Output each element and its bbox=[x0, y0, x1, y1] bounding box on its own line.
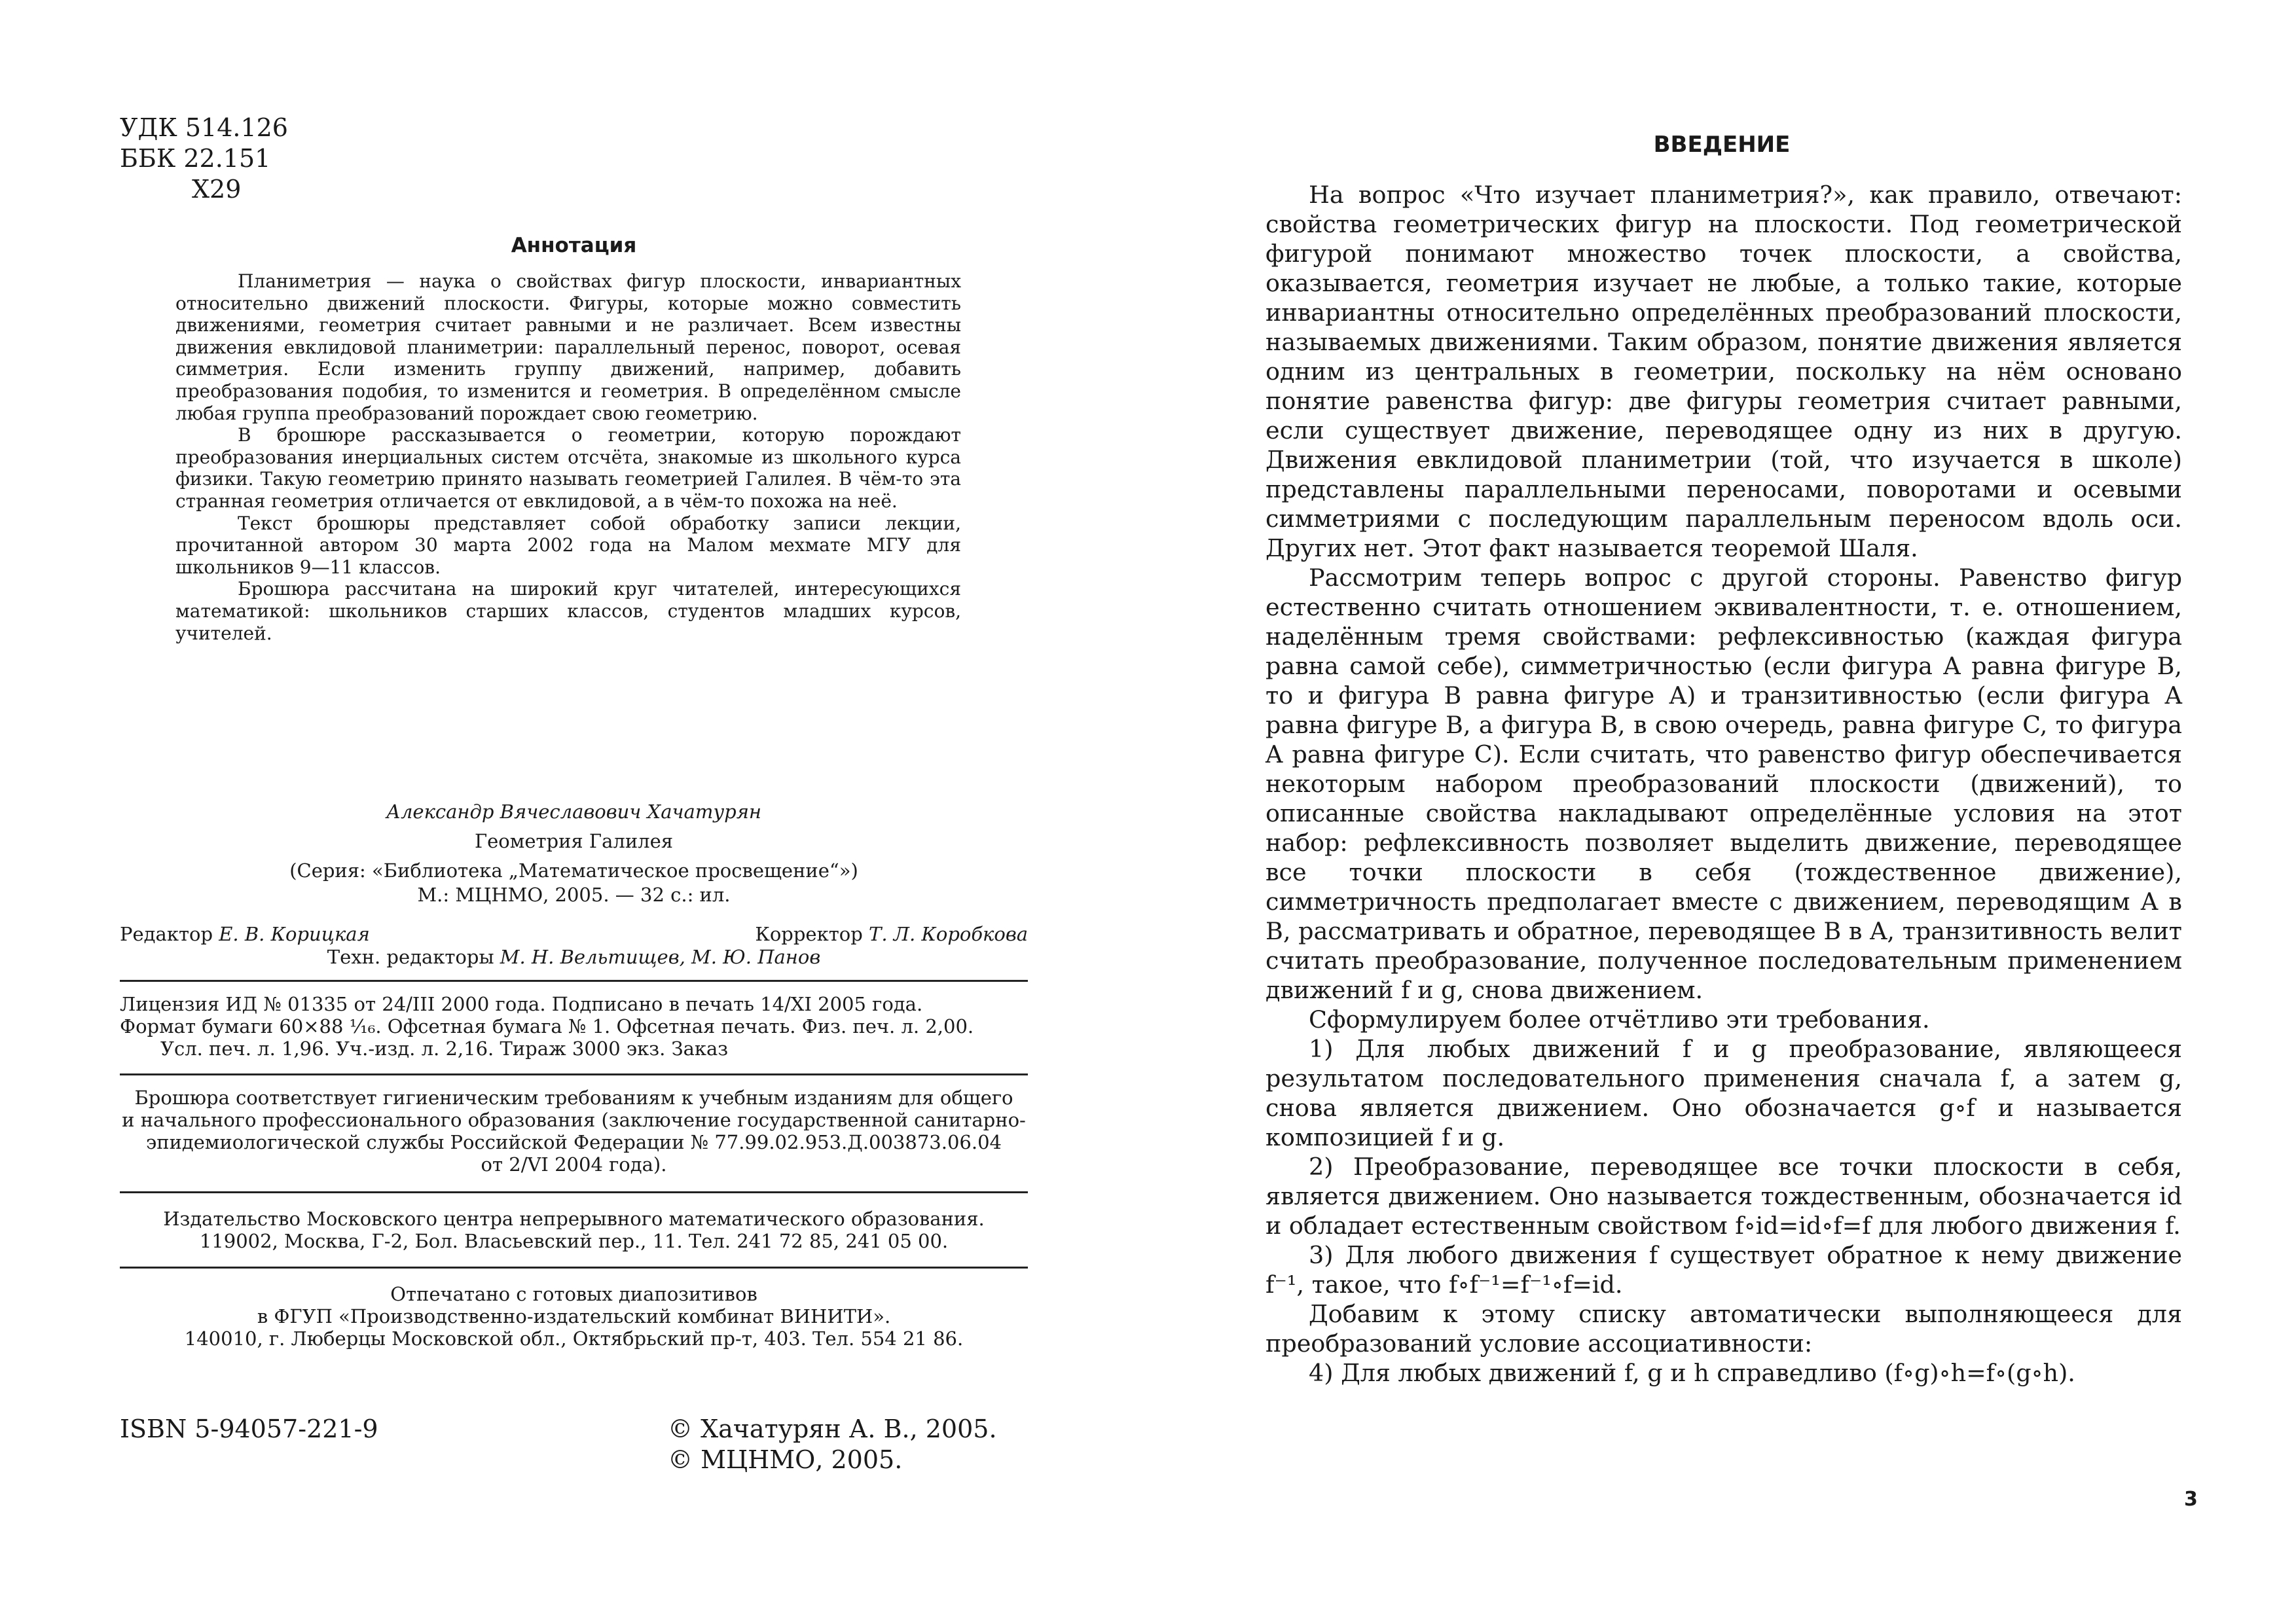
publisher-line: М.: МЦНМО, 2005. — 32 с.: ил. bbox=[417, 884, 731, 906]
body-paragraph: На вопрос «Что изучает планиметрия?», как правило, отвечают: свойства геометрических фигур на плоскости. Под геометрической фигурой понимают множество точек плоскости, а свойства, оказывается, геометрия изучает не любые, а только такие, которые инвариантны относительно определённых преобразований плоскости, называемых движениями. Таким образом, понятие движения является одним из центральных в геометрии, поскольку на нём основано понятие равенства фигур: две фигуры геометрия считает равными, если существует движение, переводящее одну из них в другую. Движения евклидовой планиметрии (той, что изучается в школе) представлены параллельными переносами, поворотами и осевыми симметриями с последующим параллельным переносом вдоль оси. Других нет. Этот факт называется теоремой Шаля. bbox=[1266, 181, 2182, 562]
corrector-name: Т. Л. Коробкова bbox=[869, 923, 1028, 945]
printer-info-line: Отпечатано с готовых диапозитивов bbox=[390, 1283, 757, 1305]
hygiene-line: от 2/VI 2004 года). bbox=[481, 1153, 667, 1176]
corrector bbox=[755, 923, 1028, 946]
printer-info-line: 140010, г. Люберцы Московской обл., Октябрьский пр-т, 403. Тел. 554 21 86. bbox=[184, 1327, 964, 1350]
copyright-publisher: © МЦНМО, 2005. bbox=[668, 1445, 903, 1474]
body-paragraph: Добавим к этому списку автоматически выполняющееся для преобразований условие ассоциативности: bbox=[1266, 1300, 2182, 1358]
printer-info-block bbox=[120, 1283, 1028, 1350]
printer-info-line: в ФГУП «Производственно-издательский комбинат ВИНИТИ». bbox=[257, 1305, 891, 1327]
series-line: (Серия: «Библиотека „Математическое просвещение“») bbox=[289, 859, 858, 882]
isbn: ISBN 5-94057-221-9 bbox=[120, 1415, 378, 1443]
editor-name: Е. В. Корицкая bbox=[219, 923, 370, 945]
copyright-author: © Хачатурян А. В., 2005. bbox=[668, 1415, 997, 1443]
license-line: Усл. печ. л. 1,96. Уч.-изд. л. 2,16. Тираж 3000 экз. Заказ bbox=[160, 1037, 729, 1060]
divider bbox=[120, 1267, 1028, 1269]
author-mark: Х29 bbox=[192, 175, 242, 204]
license-line: Лицензия ИД № 01335 от 24/III 2000 года. Подписано в печать 14/XI 2005 года. bbox=[120, 993, 923, 1015]
requirement-1: 1) Для любых движений f и g преобразование, являющееся результатом последовательного применения сначала f, а затем g, снова является движением. Оно обозначается g∘f и называется композицией f и g. bbox=[1266, 1035, 2182, 1151]
requirement-2: 2) Преобразование, переводящее все точки плоскости в себя, является движением. Оно называется тождественным, обозначается id и обладает естественным свойством f∘id=id∘f=f для любого движения f. bbox=[1266, 1153, 2182, 1240]
page-number: 3 bbox=[2184, 1488, 2198, 1511]
editor-label: Редактор bbox=[120, 923, 213, 945]
editor-row bbox=[120, 923, 1028, 946]
requirement-4: 4) Для любых движений f, g и h справедливо (f∘g)∘h=f∘(g∘h). bbox=[1309, 1359, 2075, 1387]
tech-editors-row bbox=[120, 946, 1028, 969]
hygiene-line: эпидемиологической службы Российской Федерации № 77.99.02.953.Д.003873.06.04 bbox=[146, 1131, 1002, 1153]
right-page bbox=[1148, 0, 2296, 1622]
introduction-title: ВВЕДЕНИЕ bbox=[1653, 132, 1791, 158]
classification-codes bbox=[120, 113, 288, 205]
corrector-label: Корректор bbox=[755, 923, 863, 945]
publisher-info-block bbox=[120, 1208, 1028, 1252]
annotation-paragraph: Брошюра рассчитана на широкий круг читателей, интересующихся математикой: школьников старших классов, студентов младших курсов, учителей. bbox=[175, 578, 961, 644]
divider bbox=[120, 1191, 1028, 1193]
divider bbox=[120, 980, 1028, 982]
requirement-3: 3) Для любого движения f существует обратное к нему движение f⁻¹, такое, что f∘f⁻¹=f⁻¹∘f=id. bbox=[1266, 1241, 2182, 1299]
book-title: Геометрия Галилея bbox=[474, 830, 674, 852]
annotation-paragraph: В брошюре рассказывается о геометрии, которую порождают преобразования инерциальных систем отсчёта, знакомые из школьного курса физики. Такую геометрию принято называть геометрией Галилея. В чём-то эта странная геометрия отличается от евклидовой, а в чём-то похожа на неё. bbox=[175, 424, 961, 512]
publisher-info-line: Издательство Московского центра непрерывного математического образования. bbox=[163, 1208, 985, 1230]
hygiene-block bbox=[120, 1087, 1028, 1176]
hygiene-line: и начального профессионального образования (заключение государственной санитарно- bbox=[122, 1109, 1026, 1131]
license-block bbox=[120, 993, 1028, 1060]
bbk-code: ББК 22.151 bbox=[120, 144, 271, 173]
udk-code: УДК 514.126 bbox=[120, 113, 288, 142]
publisher-info-line: 119002, Москва, Г-2, Бол. Власьевский пер., 11. Тел. 241 72 85, 241 05 00. bbox=[199, 1230, 949, 1252]
annotation-title: Аннотация bbox=[511, 234, 637, 257]
tech-editors-names: М. Н. Вельтищев, М. Ю. Панов bbox=[500, 946, 821, 968]
body-paragraph: Сформулируем более отчётливо эти требования. bbox=[1309, 1005, 1930, 1034]
annotation-paragraph: Текст брошюры представляет собой обработку записи лекции, прочитанной автором 30 марта 2002 года на Малом мехмате МГУ для школьников 9—11 классов. bbox=[175, 512, 961, 578]
copyright-block bbox=[668, 1414, 997, 1475]
tech-editors-label: Техн. редакторы bbox=[327, 946, 494, 968]
hygiene-line: Брошюра соответствует гигиеническим требованиям к учебным изданиям для общего bbox=[134, 1087, 1013, 1109]
divider bbox=[120, 1073, 1028, 1075]
annotation-paragraph: Планиметрия — наука о свойствах фигур плоскости, инвариантных относительно движений плоскости. Фигуры, которые можно совместить движениями, геометрия считает равными и не различает. Всем известны движения евклидовой планиметрии: параллельный перенос, поворот, осевая симметрия. Если изменить группу движений, например, добавить преобразования подобия, то изменится и геометрия. В определённом смысле любая группа преобразований порождает свою геометрию. bbox=[175, 270, 961, 424]
introduction-text bbox=[1266, 180, 2182, 1388]
body-paragraph: Рассмотрим теперь вопрос с другой стороны. Равенство фигур естественно считать отношением эквивалентности, т. е. отношением, наделённым тремя свойствами: рефлексивностью (каждая фигура равна самой себе), симметричностью (если фигура A равна фигуре B, то и фигура B равна фигуре A) и транзитивностью (если фигура A равна фигуре B, а фигура B, в свою очередь, равна фигуре C, то фигура A равна фигуре C). Если считать, что равенство фигур обеспечивается некоторым набором преобразований плоскости (движений), то описанные свойства накладывают определённые условия на этот набор: рефлексивность позволяет выделить движение, переводящее все точки плоскости в себя (тождественное движение), симметричность предполагает вместе с движением, переводящим A в B, рассматривать и обратное, переводящее B в A, транзитивность велит считать преобразование, полученное последовательным применением движений f и g, снова движением. bbox=[1266, 564, 2182, 1004]
license-line: Формат бумаги 60×88 ¹⁄₁₆. Офсетная бумага № 1. Офсетная печать. Физ. печ. л. 2,00. bbox=[120, 1015, 974, 1037]
annotation-text bbox=[175, 270, 961, 644]
author-full-name: Александр Вячеславович Хачатурян bbox=[386, 801, 762, 823]
